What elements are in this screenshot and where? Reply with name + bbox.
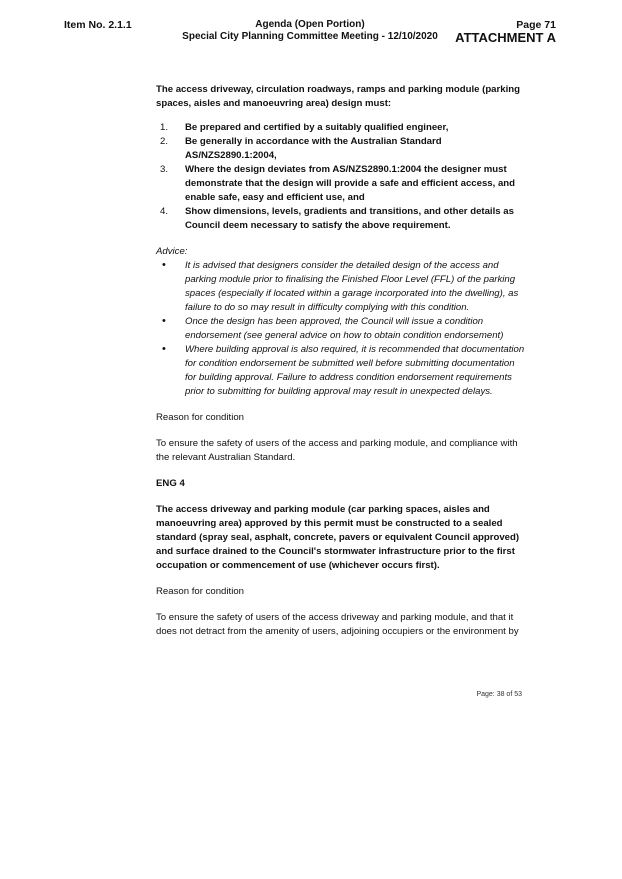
- page-footer: Page: 38 of 53: [476, 691, 522, 698]
- list-text: Be prepared and certified by a suitably qualified engineer,: [185, 122, 449, 133]
- reason-text: To ensure the safety of users of the access and parking module, and compliance with the relevant Australian Standard.: [156, 438, 518, 463]
- list-text: Where the design deviates from AS/NZS2890.1:2004 the designer must demonstrate that the design will provide a safe and efficient access, and enable safe, easy and efficient use, and: [185, 164, 516, 203]
- agenda-line-1: Agenda (Open Portion): [255, 19, 365, 30]
- list-number: 2.: [160, 136, 169, 147]
- list-number: 3.: [160, 164, 169, 175]
- reason-heading: Reason for condition: [156, 586, 244, 597]
- list-item: [156, 315, 526, 343]
- agenda-heading: [150, 19, 470, 43]
- advice-text: Once the design has been approved, the Council will issue a condition endorsement (see general advice on how to obtain condition endorsement): [185, 316, 504, 341]
- advice-list: [156, 259, 526, 399]
- list-item: [156, 205, 526, 233]
- list-number: 1.: [160, 122, 169, 133]
- list-number: 4.: [160, 206, 169, 217]
- eng4-condition: The access driveway and parking module (car parking spaces, aisles and manoeuvring area) approved by this permit must be constructed to a sealed standard (spray seal, asphalt, concrete, pavers or equivalent Council approved) and surface drained to the Council's stormwater infrastructure prior to the first occupation or commencement of use (whichever occurs first).: [156, 504, 520, 571]
- item-number: Item No. 2.1.1: [64, 19, 132, 31]
- design-intro: The access driveway, circulation roadways, ramps and parking module (parking spaces, aisles and manoeuvring area) design must:: [156, 84, 520, 109]
- page-number: Page 71: [516, 19, 556, 31]
- eng4-heading: ENG 4: [156, 478, 185, 489]
- list-item: [156, 121, 526, 135]
- list-item: [156, 259, 526, 315]
- page-attachment-block: [455, 19, 556, 45]
- document-body: [156, 83, 526, 639]
- bullet-icon: •: [162, 259, 166, 271]
- list-item: [156, 135, 526, 163]
- bullet-icon: •: [162, 315, 166, 327]
- attachment-label: ATTACHMENT A: [455, 30, 556, 45]
- list-text: Be generally in accordance with the Australian Standard AS/NZS2890.1:2004,: [185, 136, 442, 161]
- agenda-line-2: Special City Planning Committee Meeting - 12/10/2020: [182, 31, 438, 42]
- advice-text: It is advised that designers consider the detailed design of the access and parking module prior to finalising the Finished Floor Level (FFL) of the parking spaces (especially if located within a garage incorporated into the dwelling), as failure to do so may result in difficulty complying with this condition.: [185, 260, 519, 313]
- advice-label: Advice:: [156, 246, 188, 257]
- advice-text: Where building approval is also required, it is recommended that documentation for condition endorsement be submitted well before submitting documentation for building approval. Failure to address condition endorsement requirements prior to submitting for building approval may result in unexpected delays.: [185, 344, 525, 397]
- reason-heading: Reason for condition: [156, 412, 244, 423]
- requirements-list: [156, 121, 526, 233]
- bullet-icon: •: [162, 343, 166, 355]
- reason-text: To ensure the safety of users of the access driveway and parking module, and that it does not detract from the amenity of users, adjoining occupiers or the environment by: [156, 612, 519, 637]
- list-item: [156, 343, 526, 399]
- list-item: [156, 163, 526, 205]
- list-text: Show dimensions, levels, gradients and transitions, and other details as Council deem necessary to satisfy the above requirement.: [185, 206, 514, 231]
